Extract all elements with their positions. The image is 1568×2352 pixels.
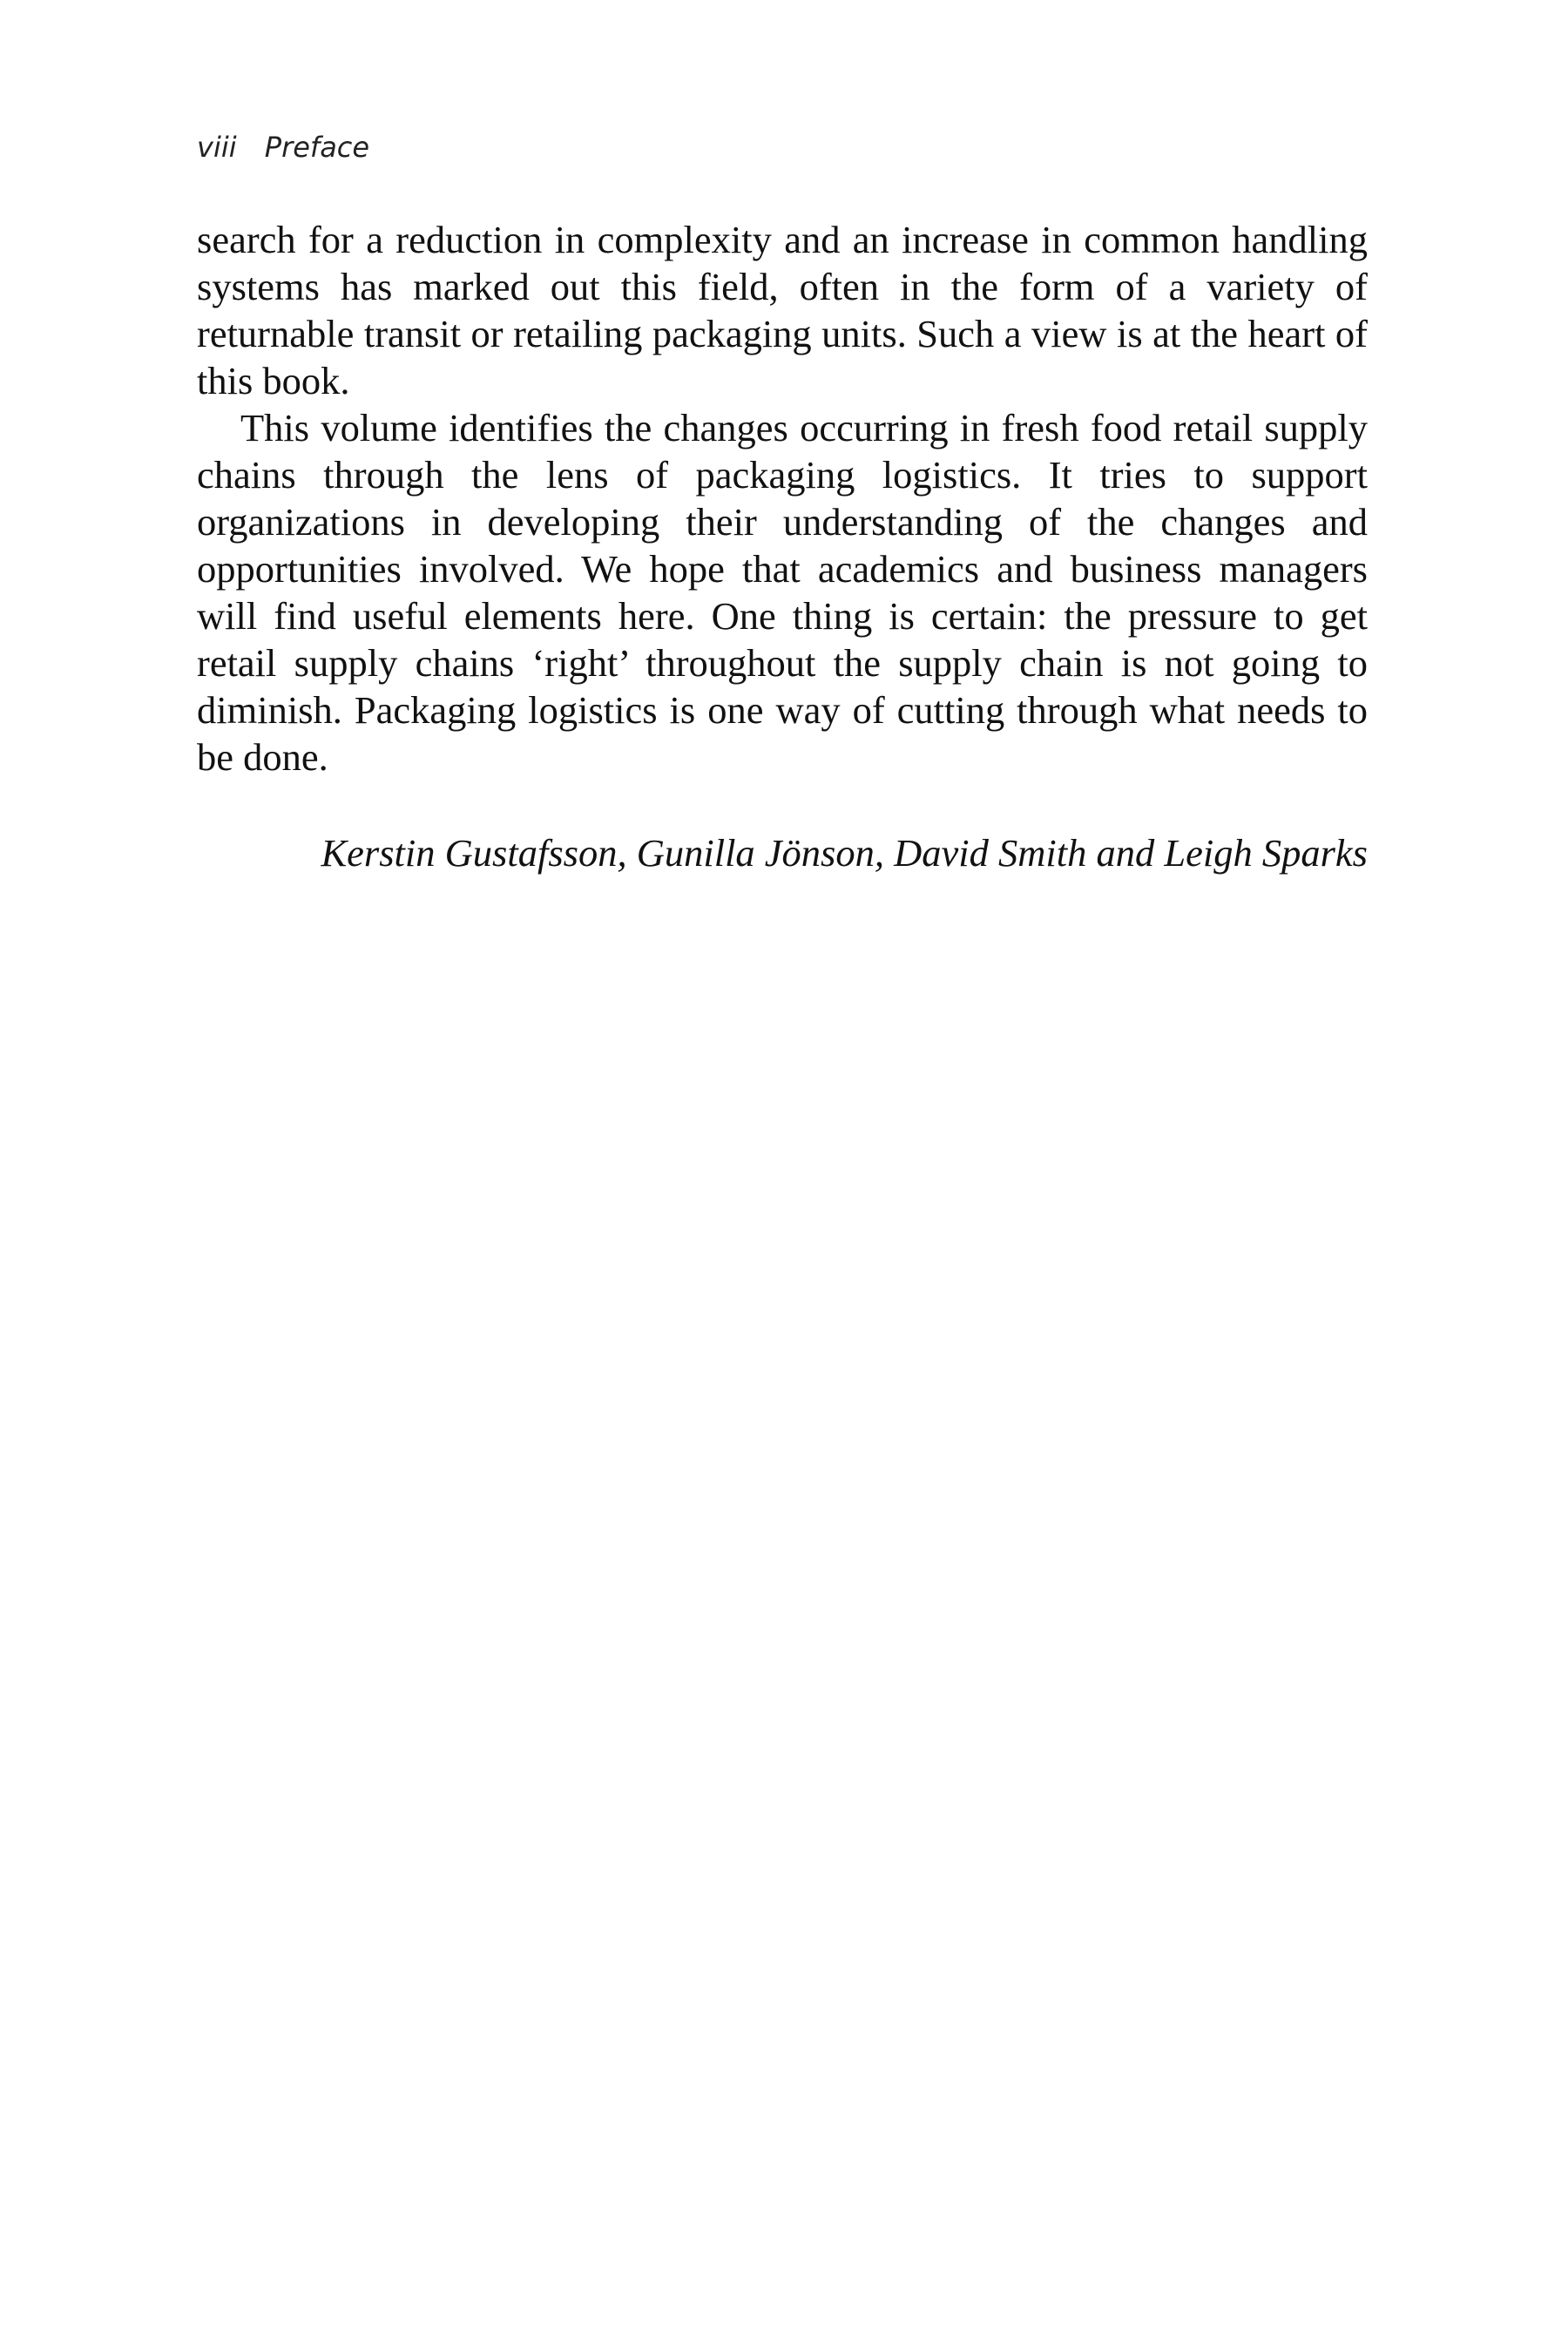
paragraph: This volume identifies the changes occurring in fresh food retail supply chains through the lens of packaging logistics. It tries to support organizations in developing their understanding of the changes and opportunities involved. We hope that academics and business managers will find useful elements here. One thing is certain: the pressure to get retail supply chains ‘right’ throughout the supply chain is not going to diminish. Packaging logistics is one way of cutting through what needs to be done. — [197, 406, 1368, 779]
section-title: Preface — [264, 131, 370, 164]
paragraph-continued: search for a reduction in complexity and an increase in common handling systems has marked out this field, often in the form of a variety of returnable transit or retailing packaging units. Such a view is at the heart of this book. — [197, 218, 1368, 402]
running-head — [197, 131, 369, 164]
body-text — [197, 216, 1368, 781]
author-signature: Kerstin Gustafsson, Gunilla Jönson, David Smith and Leigh Sparks — [321, 831, 1368, 875]
page-number: viii — [197, 131, 237, 164]
